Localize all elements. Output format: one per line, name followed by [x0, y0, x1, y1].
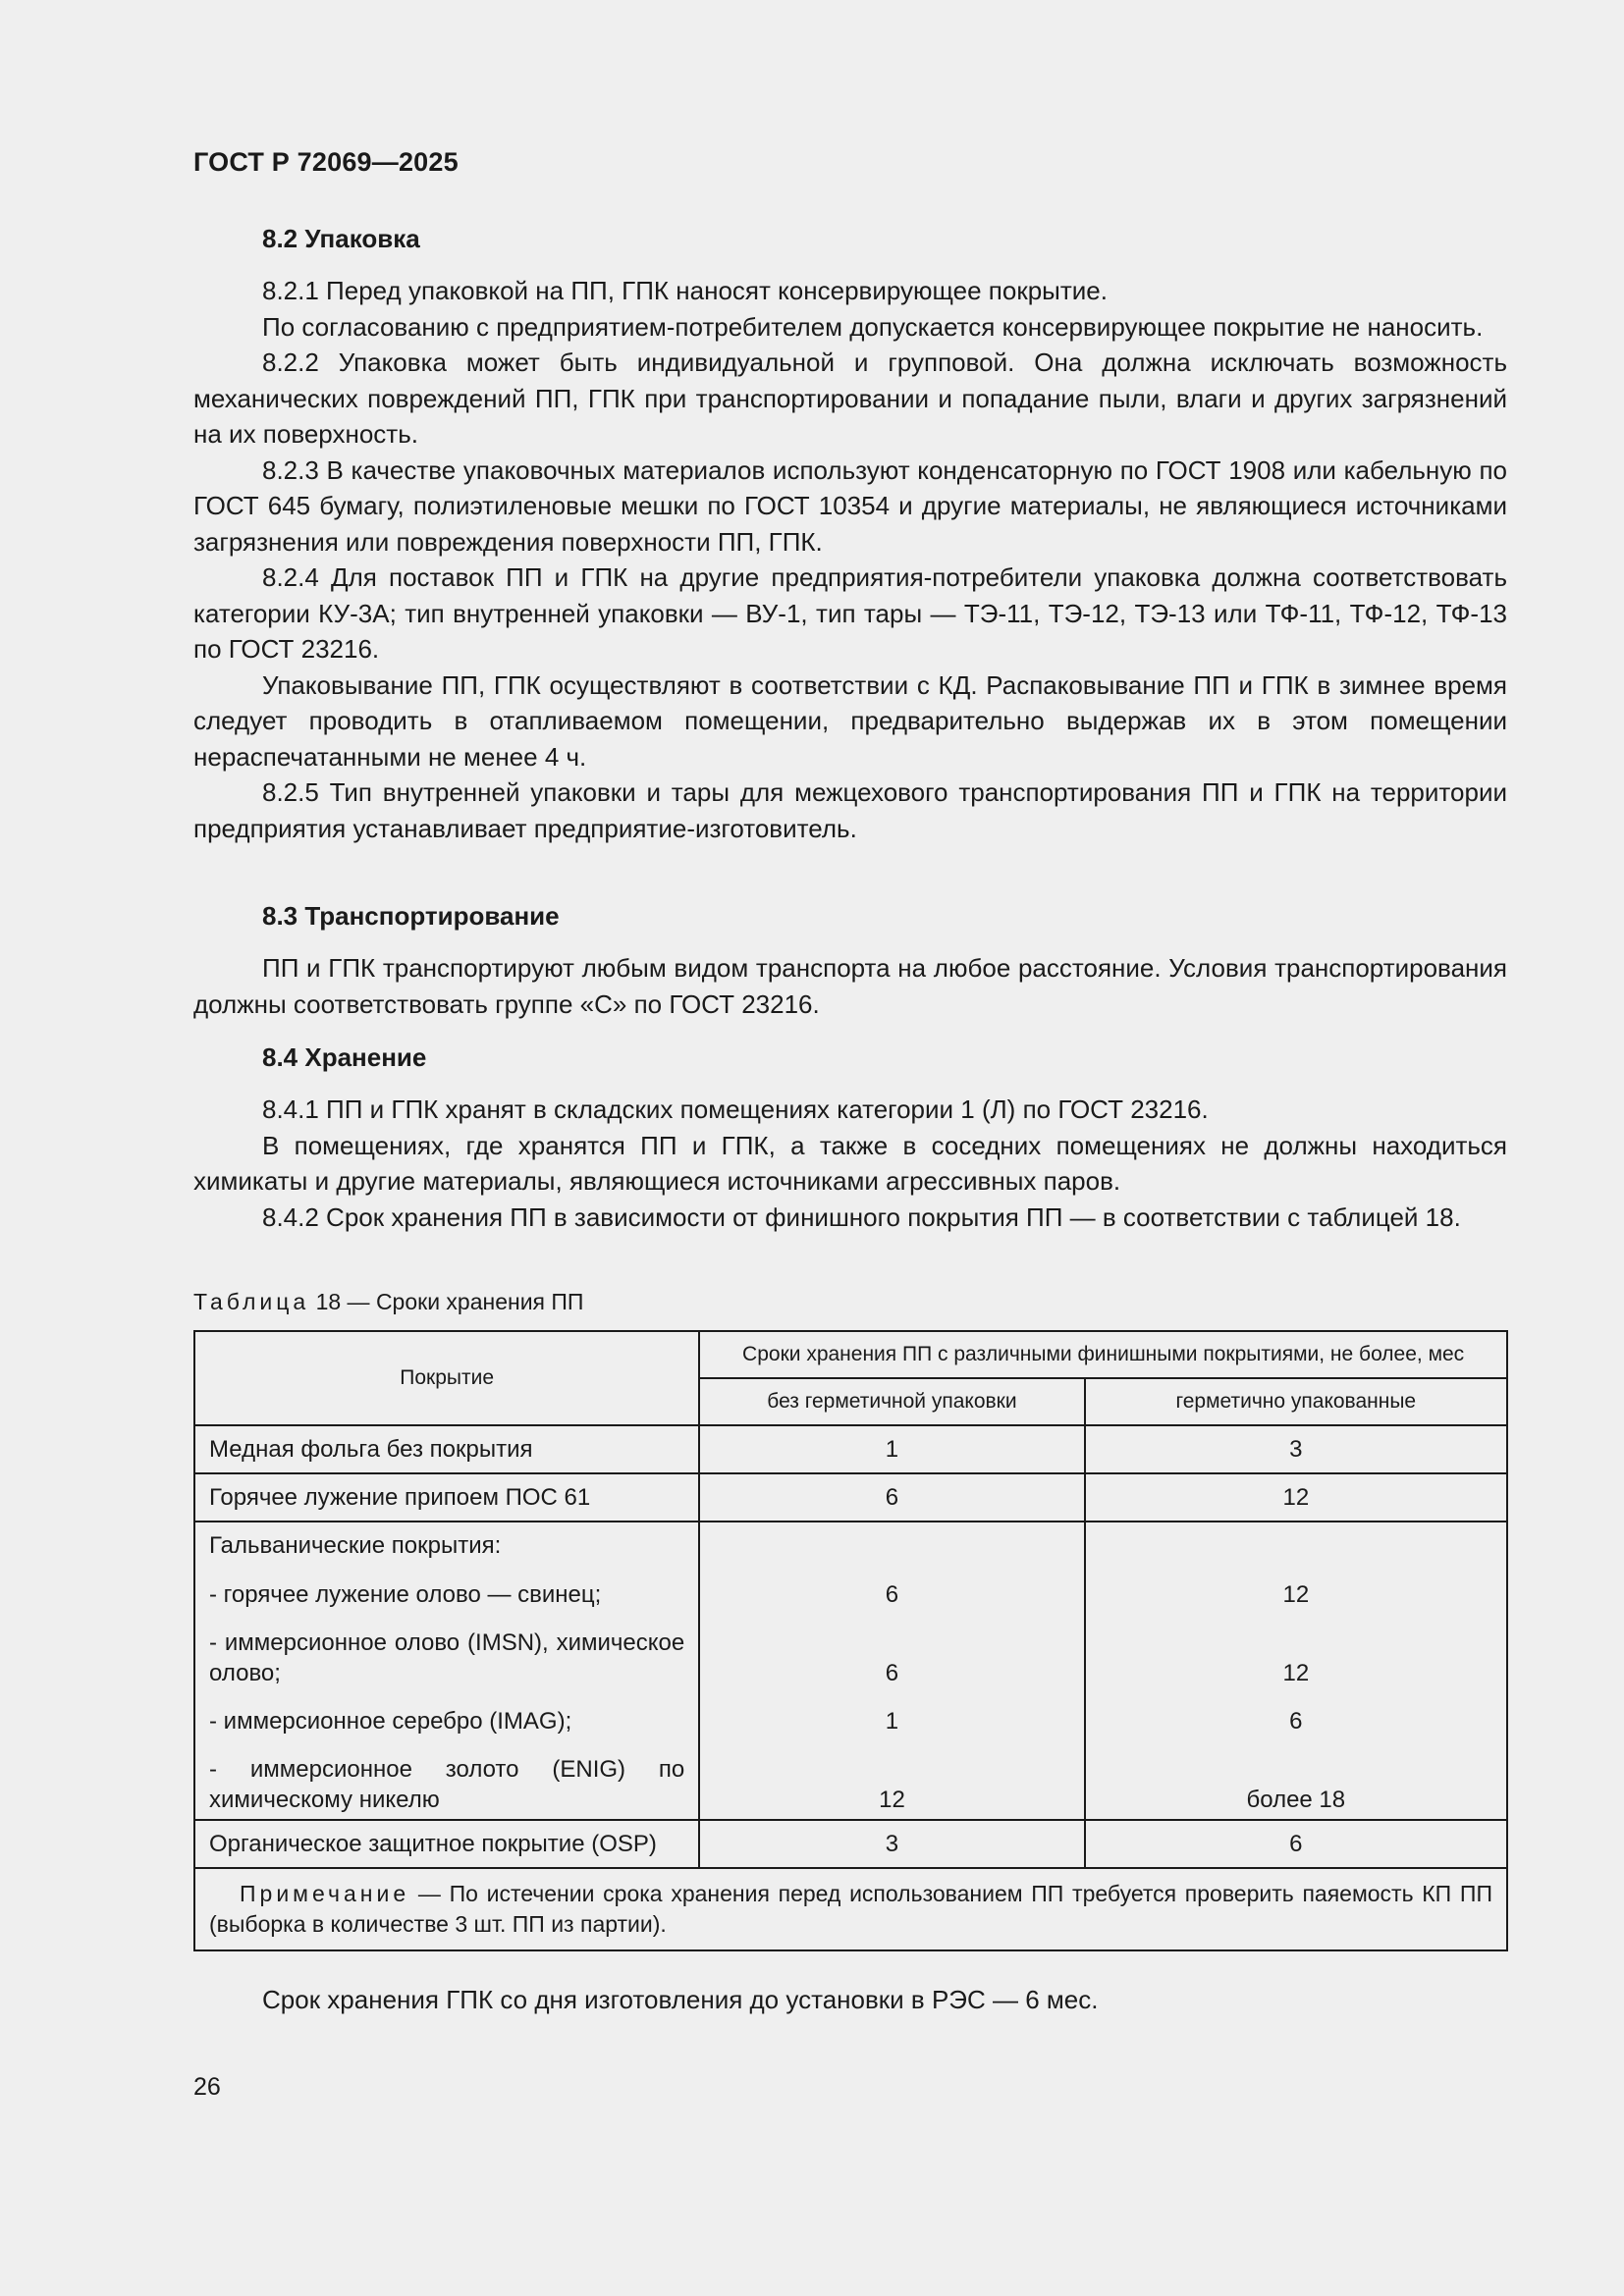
paragraph-8-2-4-cont: Упаковывание ПП, ГПК осуществляют в соответствии с КД. Распаковывание ПП и ГПК в зимнее время следует проводить в отапливаемом помещении, предварительно выдержав их в этом помещении нераспечатанными не менее 4 ч. — [193, 669, 1507, 772]
paragraph-8-2-5: 8.2.5 Тип внутренней упаковки и тары для межцехового транспортирования ПП и ГПК на территории предприятия устанавливает предприятие-изготовитель. — [193, 777, 1507, 843]
galvanic-item: - горячее лужение олово — свинец; — [209, 1581, 602, 1608]
table-caption-word: Таблица — [193, 1289, 310, 1314]
table-note-row — [194, 1868, 1507, 1950]
table-row-galvanic — [194, 1522, 1507, 1820]
cell-galvanic-values-sealed — [1085, 1522, 1507, 1820]
storage-table — [193, 1330, 1508, 1951]
cell-value: 6 — [1085, 1820, 1507, 1868]
cell-value: 6 — [699, 1473, 1084, 1522]
cell-value: 1 — [885, 1708, 899, 1735]
section-8-3 — [193, 901, 1507, 1022]
paragraph-8-2-3: 8.2.3 В качестве упаковочных материалов используют конденсаторную по ГОСТ 1908 или кабельную по ГОСТ 645 бумагу, полиэтиленовые мешки по ГОСТ 10354 и другие материалы, не являющиеся источниками загрязнения или повреждения поверхности ПП, ГПК. — [193, 454, 1507, 557]
cell-value: 12 — [1282, 1581, 1310, 1608]
page-number: 26 — [193, 2073, 221, 2101]
header-unsealed: без герметичной упаковки — [699, 1378, 1084, 1425]
cell-value: 1 — [699, 1425, 1084, 1473]
cell-value: 12 — [1085, 1473, 1507, 1522]
paragraph-gpk-storage: Срок хранения ГПК со дня изготовления до установки в РЭС — 6 мес. — [262, 1985, 1099, 2014]
cell-value: 12 — [879, 1787, 905, 1813]
cell-coating: Горячее лужение припоем ПОС 61 — [194, 1473, 699, 1522]
note-text: — По истечении срока хранения перед использованием ПП требуется проверить паяемость КП ПП (выборка в количестве 3 шт. ПП из партии). — [209, 1881, 1492, 1937]
galvanic-title: Гальванические покрытия: — [209, 1532, 502, 1559]
cell-value: 6 — [885, 1581, 899, 1608]
heading-8-2: 8.2 Упаковка — [262, 224, 420, 253]
header-storage-period: Сроки хранения ПП с различными финишными покрытиями, не более, мес — [699, 1331, 1507, 1378]
cell-value: 3 — [699, 1820, 1084, 1868]
paragraph-8-2-2: 8.2.2 Упаковка может быть индивидуальной и групповой. Она должна исключать возможность механических повреждений ПП, ГПК при транспортировании и попадание пыли, влаги и других загрязнений на их поверхность. — [193, 347, 1507, 449]
cell-value: более 18 — [1246, 1787, 1346, 1813]
heading-8-4: 8.4 Хранение — [262, 1042, 427, 1072]
cell-galvanic-coatings — [194, 1522, 699, 1820]
table-header-row — [194, 1331, 1507, 1378]
paragraph-8-2-1-note: По согласованию с предприятием-потребителем допускается консервирующее покрытие не наносить. — [262, 311, 1484, 342]
paragraph-8-2-4: 8.2.4 Для поставок ПП и ГПК на другие предприятия-потребители упаковка должна соответствовать категории КУ-3А; тип внутренней упаковки — ВУ-1, тип тары — ТЭ-11, ТЭ-12, ТЭ-13 или ТФ-11, ТФ-12, ТФ-13 по ГОСТ 23216. — [193, 562, 1507, 664]
note-word: Примечание — [240, 1881, 410, 1906]
section-8-2 — [193, 224, 1507, 846]
table-note — [194, 1868, 1507, 1950]
paragraph-8-3: ПП и ГПК транспортируют любым видом транспорта на любое расстояние. Условия транспортирования должны соответствовать группе «С» по ГОСТ 23216. — [193, 953, 1507, 1019]
cell-value: 6 — [885, 1660, 899, 1686]
cell-value: 6 — [1289, 1708, 1303, 1735]
paragraph-8-2-1: 8.2.1 Перед упаковкой на ПП, ГПК наносят консервирующее покрытие. — [262, 276, 1108, 305]
document-id: ГОСТ Р 72069—2025 — [193, 147, 459, 177]
paragraph-8-4-1-cont: В помещениях, где хранятся ПП и ГПК, а также в соседних помещениях не должны находиться химикаты и другие материалы, являющиеся источниками агрессивных паров. — [193, 1130, 1507, 1196]
cell-galvanic-values-unsealed — [699, 1522, 1084, 1820]
table-row — [194, 1820, 1507, 1868]
header-coating: Покрытие — [194, 1331, 699, 1425]
paragraph-8-4-2: 8.4.2 Срок хранения ПП в зависимости от финишного покрытия ПП — в соответствии с таблицей 18. — [262, 1201, 1461, 1232]
galvanic-item: - иммерсионное золото (ENIG) по химическому никелю — [209, 1756, 685, 1813]
table-caption-text: 18 — Сроки хранения ПП — [315, 1289, 584, 1314]
galvanic-item: - иммерсионное олово (IMSN), химическое олово; — [209, 1629, 685, 1686]
paragraph-8-4-1: 8.4.1 ПП и ГПК хранят в складских помещениях категории 1 (Л) по ГОСТ 23216. — [262, 1095, 1209, 1124]
heading-8-3: 8.3 Транспортирование — [262, 901, 560, 931]
table-row — [194, 1425, 1507, 1473]
cell-value: 3 — [1085, 1425, 1507, 1473]
section-after-table — [193, 1982, 1507, 2018]
cell-coating: Медная фольга без покрытия — [194, 1425, 699, 1473]
header-sealed: герметично упакованные — [1085, 1378, 1507, 1425]
table-caption — [193, 1289, 583, 1315]
table-row — [194, 1473, 1507, 1522]
cell-coating: Органическое защитное покрытие (OSP) — [194, 1820, 699, 1868]
cell-value: 12 — [1282, 1660, 1310, 1686]
galvanic-item: - иммерсионное серебро (IMAG); — [209, 1708, 572, 1735]
section-8-4 — [193, 1042, 1507, 1235]
